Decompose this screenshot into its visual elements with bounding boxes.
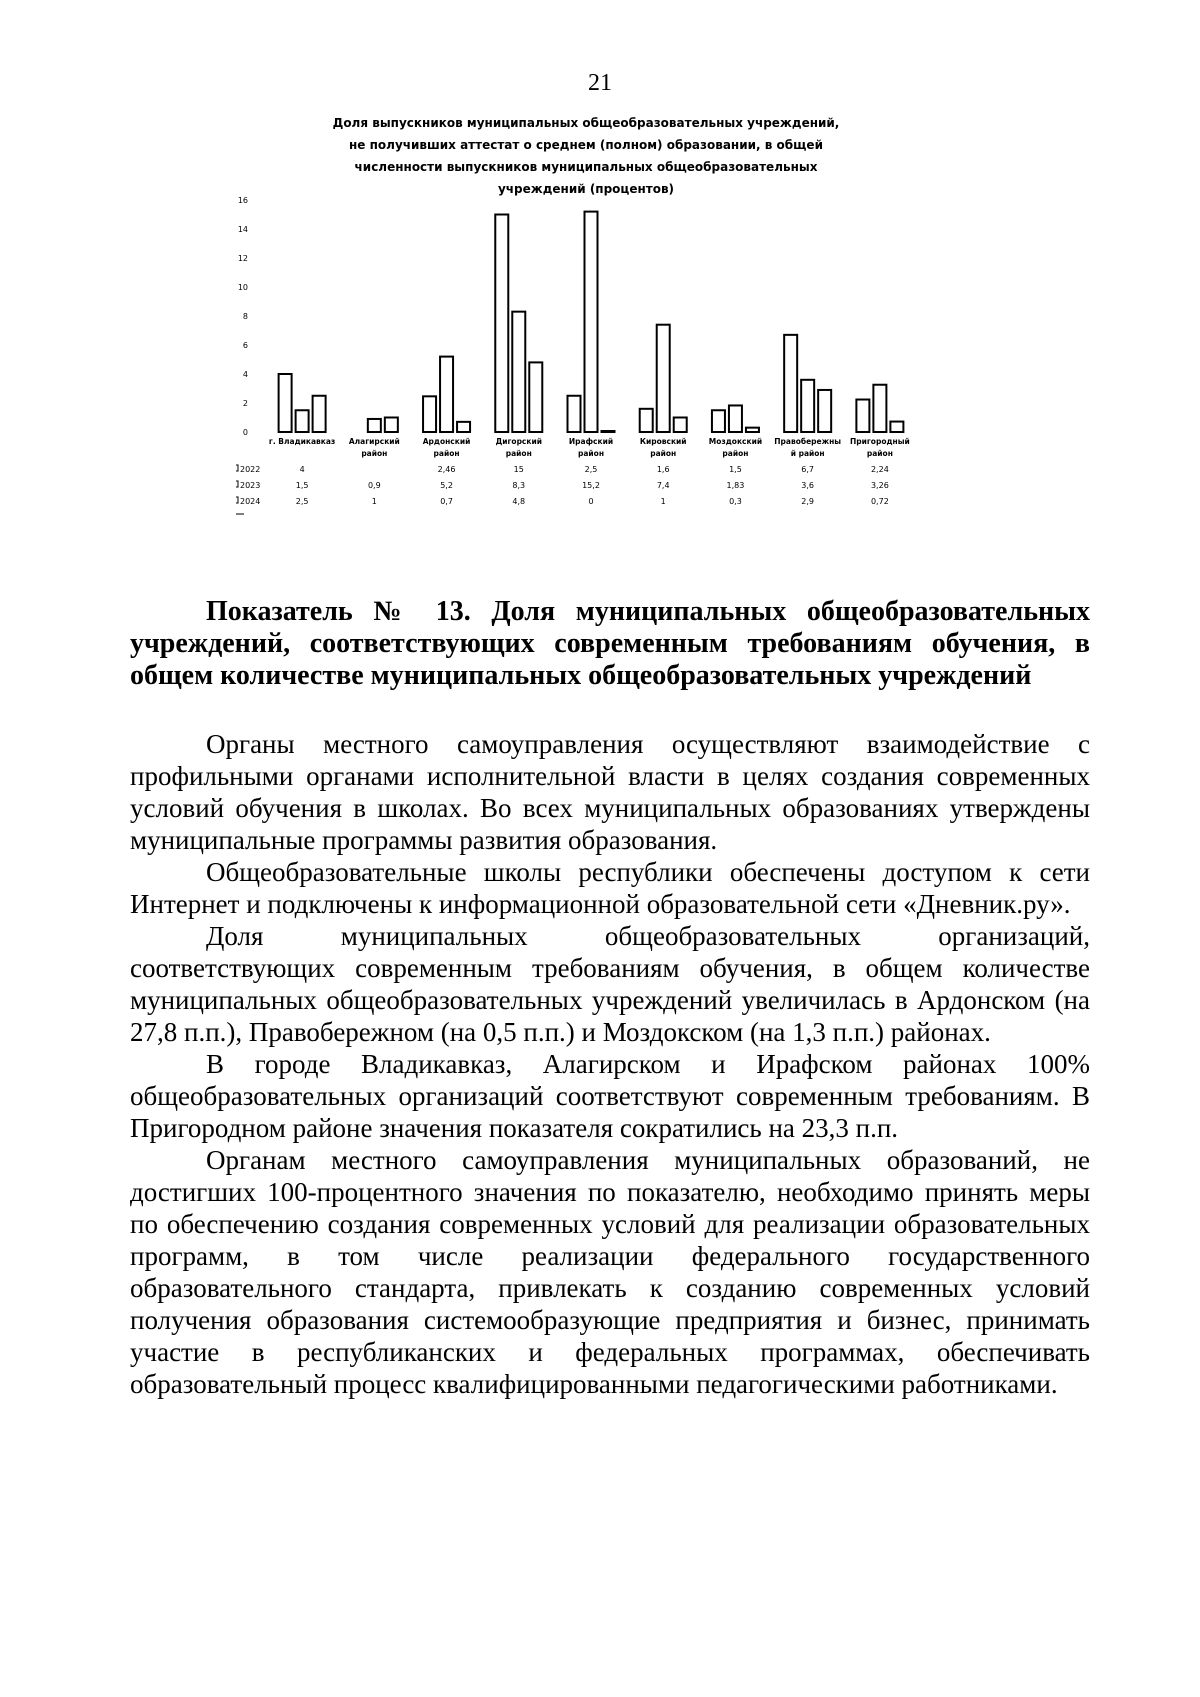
data-label: 7,4 <box>656 481 670 490</box>
x-tick-label: Правобережны <box>774 437 842 446</box>
data-label: 3,26 <box>870 481 889 490</box>
paragraph: Органы местного самоуправления осуществляют взаимодействие с профильными органами исполнительной власти в целях создания современных условий обучения в школах. Во всех муниципальных образованиях утверждены муниципальные программы развития образования. <box>130 729 1090 855</box>
y-tick-label: 10 <box>237 283 248 292</box>
data-label: 6,7 <box>801 465 815 474</box>
bar <box>495 215 508 433</box>
page-number: 21 <box>588 70 612 96</box>
y-tick-label: 12 <box>237 254 248 263</box>
paragraph: В городе Владикавказ, Алагирском и Ирафском районах 100% общеобразовательных организаций соответствуют современным требованиям. В Пригородном районе значения показателя сократились на 23,3 п.п. <box>130 1049 1090 1143</box>
y-tick-label: 0 <box>242 428 248 437</box>
x-tick-label: Кировский <box>639 437 687 446</box>
x-tick-label: район <box>433 449 460 458</box>
data-label: 0,9 <box>367 481 381 490</box>
data-label: 2,9 <box>801 497 815 506</box>
x-tick-label: Пригородный <box>849 437 910 446</box>
data-label: 4,8 <box>512 497 526 506</box>
chart-title-line: численности выпускников муниципальных общеобразовательных <box>354 160 818 174</box>
paragraph: Органам местного самоуправления муниципальных образований, не достигших 100-процентного значения по показателю, необходимо принять меры по обеспечению создания современных условий для реализации образовательных программ, в том числе реализации федерального государственного образовательного стандарта, привлекать к созданию современных условий получения образования системообразующие предприятия и бизнес, принимать участие в республиканских и федеральных программах, обеспечивать образовательный процесс квалифицированными педагогическими работниками. <box>130 1145 1090 1399</box>
bar <box>746 428 759 432</box>
chart-title-line: учреждений (процентов) <box>497 182 675 196</box>
data-label: 0,3 <box>729 497 742 506</box>
bar <box>313 396 326 432</box>
bar <box>818 390 831 432</box>
bar <box>729 405 742 432</box>
paragraph: Общеобразовательные школы республики обеспечены доступом к сети Интернет и подключены к информационной образовательной сети «Дневник.ру». <box>130 857 1090 919</box>
bar-chart <box>236 112 1006 562</box>
data-label: 1 <box>660 497 666 506</box>
x-tick-label: район <box>361 449 388 458</box>
bar <box>529 362 542 432</box>
data-label: 1 <box>371 497 377 506</box>
data-label: 0,7 <box>440 497 453 506</box>
bar <box>279 374 292 432</box>
data-label: 15 <box>513 465 524 474</box>
bar <box>784 335 797 432</box>
bar <box>568 396 581 432</box>
data-label: 2,5 <box>584 465 598 474</box>
x-tick-label: Ирафский <box>568 437 614 446</box>
x-tick-label: район <box>866 449 893 458</box>
legend-swatch <box>236 465 238 471</box>
legend-swatch <box>236 481 238 487</box>
bar <box>873 385 886 432</box>
data-label: 1,5 <box>295 481 309 490</box>
data-label: 0,72 <box>870 497 889 506</box>
bar <box>674 418 687 433</box>
data-label: 1,6 <box>656 465 670 474</box>
bar <box>890 422 903 432</box>
data-label: 2,24 <box>870 465 889 474</box>
x-tick-label: Дигорский <box>495 437 542 446</box>
y-tick-label: 8 <box>242 312 248 321</box>
y-tick-label: 14 <box>237 225 248 234</box>
bar <box>856 400 869 432</box>
legend-label: 2024 <box>240 497 261 506</box>
bar <box>296 410 309 432</box>
x-tick-label: Моздокский <box>708 437 763 446</box>
x-tick-label: Алагирский <box>348 437 400 446</box>
data-label: 15,2 <box>582 481 600 490</box>
x-tick-label: район <box>650 449 677 458</box>
bar <box>801 380 814 432</box>
data-label: 8,3 <box>512 481 526 490</box>
bar <box>385 418 398 433</box>
x-tick-label: район <box>722 449 749 458</box>
y-tick-label: 6 <box>242 341 248 350</box>
chart-title-line: не получивших аттестат о среднем (полном) образовании, в общей <box>349 138 823 152</box>
body-text <box>130 728 1090 1400</box>
data-label: 2,5 <box>295 497 309 506</box>
y-tick-label: 4 <box>242 370 248 379</box>
legend-label: 2022 <box>240 465 261 474</box>
x-tick-label: й район <box>790 449 825 458</box>
x-tick-label: район <box>505 449 532 458</box>
x-tick-label: Ардонский <box>422 437 471 446</box>
paragraph: Доля муниципальных общеобразовательных организаций, соответствующих современным требованиям обучения, в общем количестве муниципальных общеобразовательных учреждений увеличилась в Ардонском (на 27,8 п.п.), Правобережном (на 0,5 п.п.) и Моздокском (на 1,3 п.п.) районах. <box>130 921 1090 1047</box>
chart-title-line: Доля выпускников муниципальных общеобразовательных учреждений, <box>332 116 840 130</box>
chart-plot <box>236 112 1006 562</box>
data-label: 2,46 <box>437 465 456 474</box>
x-tick-label: район <box>577 449 605 458</box>
bar <box>657 325 670 432</box>
y-tick-label: 2 <box>242 399 248 408</box>
bar <box>512 312 525 432</box>
legend-swatch <box>236 497 238 503</box>
bar <box>457 422 470 432</box>
bar <box>440 357 453 432</box>
section-heading: Показатель № 13. Доля муниципальных общеобразовательных учреждений, соответствующих современным требованиям обучения, в общем количестве муниципальных общеобразовательных учреждений <box>130 596 1090 691</box>
x-tick-label: г. Владикавказ <box>268 437 336 446</box>
bar <box>423 396 436 432</box>
legend-label: 2023 <box>240 481 261 490</box>
data-label: 4 <box>299 465 305 474</box>
data-label: 0 <box>588 497 594 506</box>
bar <box>640 409 653 432</box>
data-label: 3,6 <box>801 481 815 490</box>
bar <box>585 212 598 432</box>
bar <box>368 419 381 432</box>
data-label: 1,83 <box>726 481 745 490</box>
data-label: 5,2 <box>440 481 453 490</box>
data-label: 1,5 <box>729 465 742 474</box>
bar <box>712 410 725 432</box>
bar <box>602 431 615 432</box>
y-tick-label: 16 <box>237 196 248 205</box>
